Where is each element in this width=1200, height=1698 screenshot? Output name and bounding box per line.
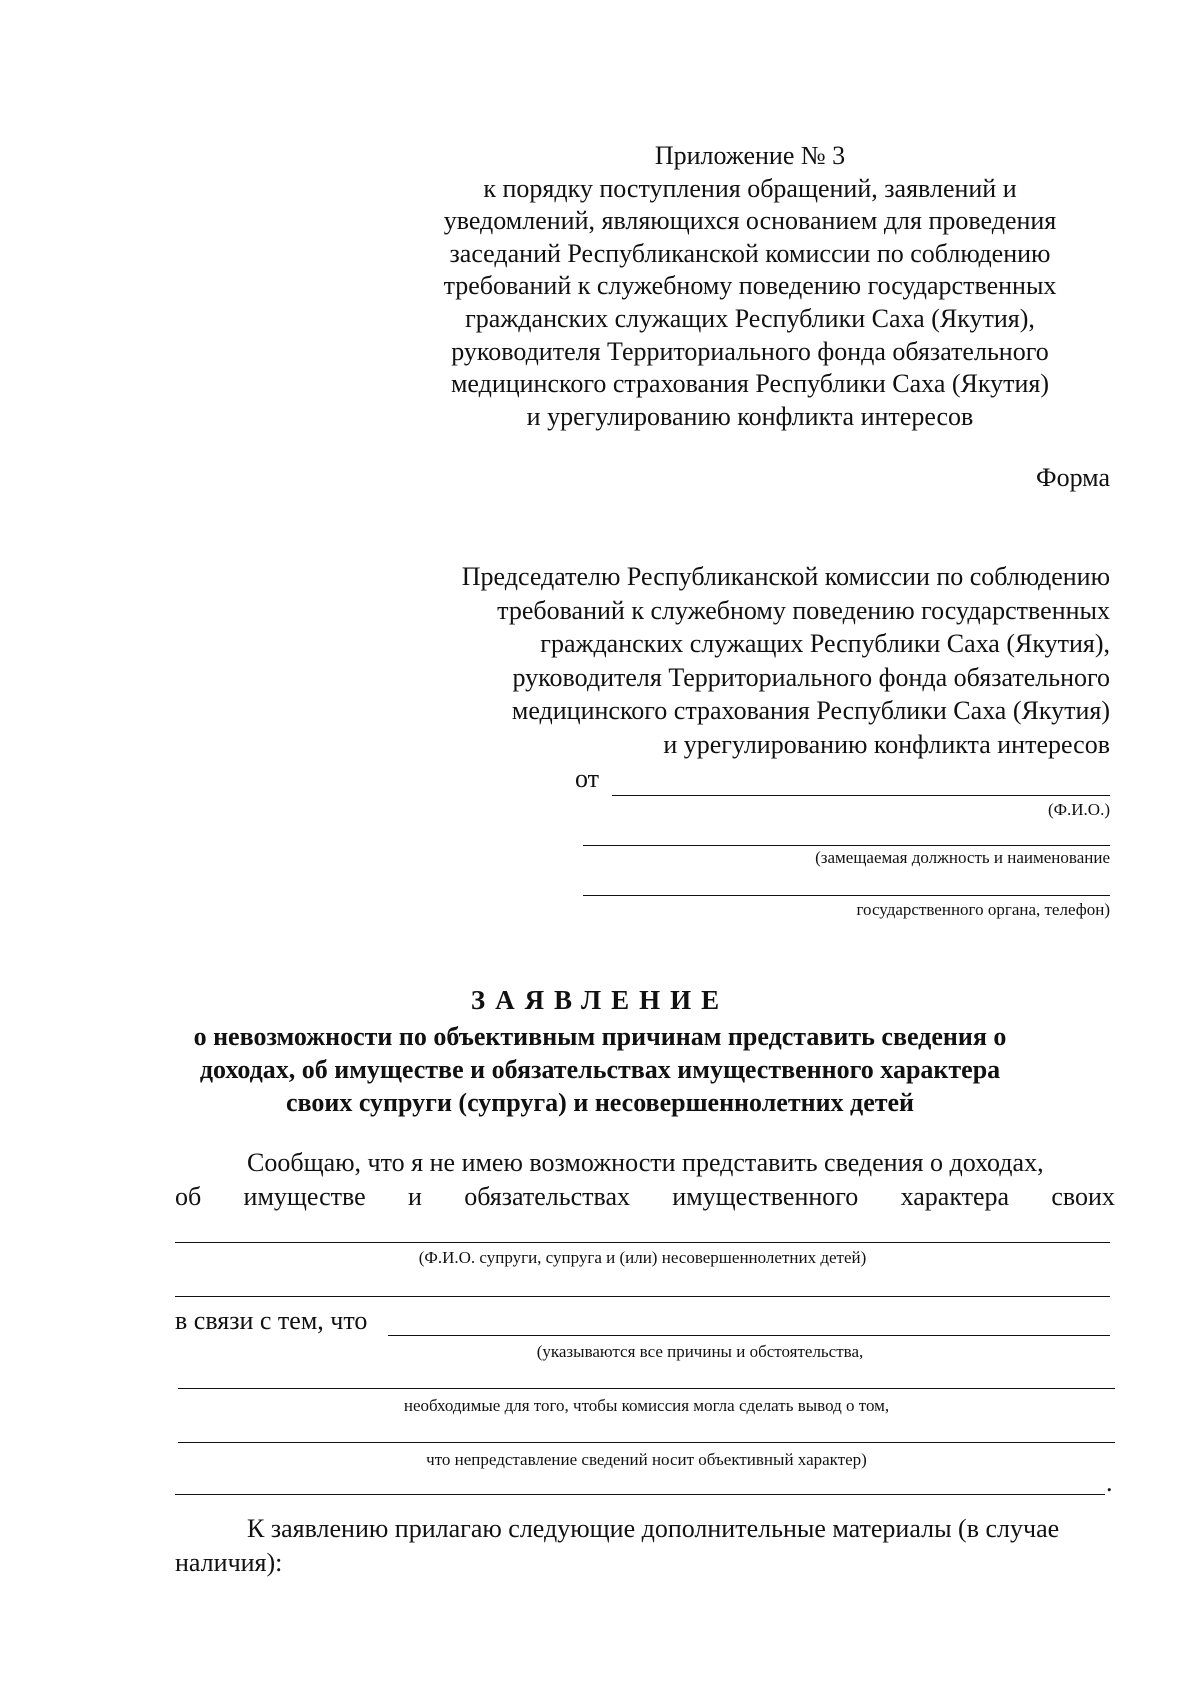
- spouse-fio-fill-line[interactable]: [175, 1242, 1110, 1243]
- appendix-line: требований к служебному поведению государственных: [443, 271, 1057, 301]
- position-fill-line[interactable]: [583, 845, 1110, 846]
- addressee-block: [350, 560, 1110, 761]
- fio-fill-line[interactable]: [612, 795, 1110, 796]
- statement-subtitle: [150, 1020, 1050, 1119]
- reason-fill-line-2[interactable]: [178, 1388, 1115, 1389]
- spouse-fio-fill-line-2[interactable]: [175, 1296, 1110, 1297]
- word: характера: [900, 1182, 1010, 1211]
- attachments-line-2: наличия):: [175, 1548, 283, 1577]
- subtitle-line: доходах, об имуществе и обязательствах имущественного характера: [199, 1055, 1001, 1084]
- statement-title: ЗАЯВЛЕНИЕ: [470, 985, 730, 1015]
- appendix-line: заседаний Республиканской комиссии по соблюдению: [449, 238, 1051, 268]
- statement-paragraph-line-1: Сообщаю, что я не имею возможности представить сведения о доходах,: [247, 1148, 1044, 1177]
- addressee-line: гражданских служащих Республики Саха (Якутия),: [540, 629, 1110, 658]
- word: имущественного: [672, 1182, 859, 1211]
- appendix-header: [400, 140, 1100, 433]
- organization-fill-line[interactable]: [583, 895, 1110, 896]
- attachments-line-1: К заявлению прилагаю следующие дополнительные материалы (в случае: [247, 1514, 1060, 1543]
- spouse-fio-hint: (Ф.И.О. супруги, супруга и (или) несовершеннолетних детей): [418, 1248, 867, 1267]
- word: своих: [1051, 1182, 1115, 1211]
- word: об: [175, 1182, 202, 1211]
- reasons-hint-2: необходимые для того, чтобы комиссия могла сделать вывод о том,: [403, 1396, 890, 1415]
- appendix-line: гражданских служащих Республики Саха (Якутия),: [465, 303, 1035, 333]
- subtitle-line: о невозможности по объективным причинам представить сведения о: [193, 1022, 1007, 1051]
- attachments-paragraph: [175, 1512, 1115, 1580]
- reasons-hint-3: что непредставление сведений носит объективный характер): [426, 1450, 867, 1469]
- word: и: [407, 1182, 422, 1211]
- statement-paragraph-line-2: [175, 1182, 1115, 1212]
- addressee-line: требований к служебному поведению государственных: [497, 595, 1110, 625]
- appendix-line: уведомлений, являющихся основанием для проведения: [443, 206, 1057, 236]
- addressee-line: руководителя Территориального фонда обязательного: [512, 662, 1110, 692]
- from-label: от: [575, 764, 600, 793]
- addressee-line: Председателю Республиканской комиссии по соблюдению: [461, 562, 1110, 591]
- reason-field[interactable]: [175, 1306, 1110, 1340]
- appendix-line: и урегулированию конфликта интересов: [526, 401, 974, 431]
- appendix-line: медицинского страхования Республики Саха (Якутия): [450, 369, 1050, 399]
- appendix-line: руководителя Территориального фонда обязательного: [451, 336, 1049, 366]
- word: имуществе: [243, 1182, 366, 1211]
- appendix-line: к порядку поступления обращений, заявлений и: [483, 173, 1017, 203]
- reason-fill-line[interactable]: [388, 1335, 1110, 1336]
- fio-hint: (Ф.И.О.): [1047, 800, 1110, 819]
- reason-label: в связи с тем, что: [175, 1306, 368, 1335]
- from-field[interactable]: [575, 764, 1110, 798]
- addressee-line: медицинского страхования Республики Саха (Якутия): [511, 696, 1110, 725]
- form-label: Форма: [1036, 463, 1110, 492]
- organization-hint: государственного органа, телефон): [856, 900, 1110, 919]
- position-hint: (замещаемая должность и наименование: [815, 848, 1110, 867]
- word: обязательствах: [464, 1182, 630, 1211]
- reason-fill-line-4[interactable]: [175, 1494, 1105, 1495]
- reasons-hint-1: (указываются все причины и обстоятельства,: [536, 1342, 864, 1361]
- appendix-line: Приложение № 3: [654, 141, 846, 170]
- reason-fill-line-3[interactable]: [178, 1442, 1115, 1443]
- subtitle-line: своих супруги (супруга) и несовершеннолетних детей: [285, 1088, 915, 1117]
- end-period: .: [1106, 1468, 1113, 1497]
- addressee-line: и урегулированию конфликта интересов: [663, 729, 1110, 759]
